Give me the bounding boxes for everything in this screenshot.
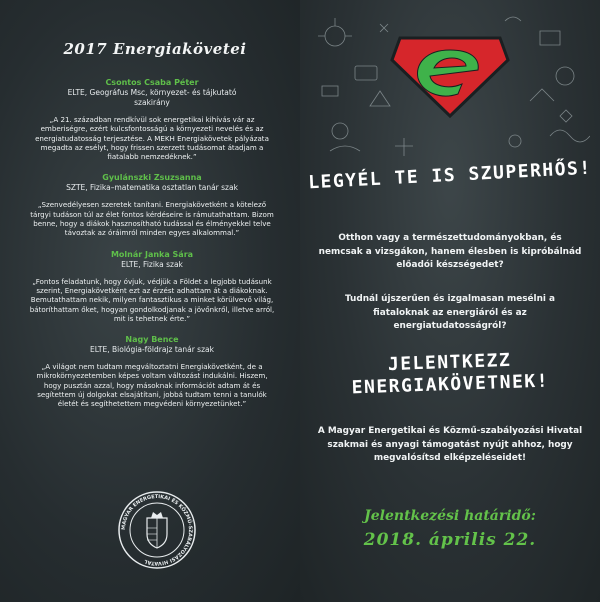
call-to-action: JELENTKEZZ ENERGIAKÖVETNEK!: [351, 349, 550, 399]
testimonial-role: ELTE, Geográfus Msc, környezet- és tájkutató szakirány: [67, 88, 237, 107]
testimonial-quote: „A világot nem tudtam megváltoztatni Energiakövetként, de a mikrokörnyezetemben képes voltam változást indukálni. Hiszem, hogy pusztán azzal, hogy másoknak információt adtam át és segítettem új dolgokat elsajátítani, jobbá tudtam tenni a tanulók életét és segíthetettem megvédeni környezetünket.”: [36, 362, 268, 409]
mekh-seal-icon: [117, 490, 197, 570]
testimonial-quote: „A 21. században rendkívül sok energetikai kihívás vár az emberiségre, ezért kulcsfontosságú a környezeti nevelés és az energiatudatosság terjesztése. A MEKH Energiakövetek pályázata megadta az esélyt, hogy frissen szerzett tudásomat átadjam a fiatalabb nemzedéknek.”: [35, 115, 269, 162]
testimonial-quote: „Fontos feladatunk, hogy óvjuk, védjük a Földet a legjobb tudásunk szerint, Energiakövetként ezt az érzést adhattam át a diákoknak. Bemutathattam nekik, milyen fantasztikus a minket körülvevő világ, bátoríthattam őket, hogyan gondolkodjanak a jövőnkről, illetve arról, mit is tehetnek érte.”: [29, 276, 275, 323]
question-paragraph: Tudnál újszerűen és izgalmasan mesélni a fiataloknak az energiáról és az energiatudatosságról?: [344, 294, 556, 332]
testimonial-name: Nagy Bence: [125, 335, 179, 345]
super-e-logo-icon: [390, 30, 510, 120]
testimonial-name: Gyulánszki Zsuzsanna: [102, 173, 202, 183]
deadline-label: Jelentkezési határidő:: [364, 508, 536, 524]
testimonial-name: Molnár Janka Sára: [110, 249, 194, 259]
testimonial: [26, 78, 278, 161]
support-paragraph: A Magyar Energetikai és Közmű-szabályozási Hivatal szakmai és anyagi támogatást nyújt ahhoz, hogy megvalósítsd elképzeléseidet!: [317, 426, 583, 464]
testimonial-role: ELTE, Biológia-földrajz tanár szak: [90, 345, 214, 355]
deadline-date: 2018. április 22.: [363, 530, 537, 550]
left-title: 2017 Energiakövetei: [63, 40, 247, 58]
headline: LEGYÉL TE IS SZUPERHŐS!: [307, 157, 593, 194]
testimonial-role: SZTE, Fizika–matematika osztatlan tanár szak: [66, 183, 238, 193]
svg-text:MAGYAR ENERGETIKAI ÉS KÖZMŰ-SZ: MAGYAR ENERGETIKAI ÉS KÖZMŰ-SZABÁLYOZÁSI HIVATAL: [120, 493, 194, 567]
testimonial-role: ELTE, Fizika szak: [121, 259, 183, 269]
testimonial: [26, 250, 278, 323]
testimonial: [26, 335, 278, 408]
intro-paragraph: Otthon vagy a természettudományokban, és nemcsak a vizsgákon, hanem élesben is kipróbálnád előadói készségedet?: [318, 233, 582, 271]
testimonial-name: Csontos Csaba Péter: [105, 78, 199, 87]
right-panel: [300, 0, 600, 602]
testimonial-quote: „Szenvedélyesen szeretek tanítani. Energiakövetként a kötelező tárgyi tudáson túl az élet fontos kérdéseire is rámutathattam. Bizom benne, hogy a diákok hasznosítható tudással és élményekkel telve távoztak az óráimról minden egyes alkalommal.”: [30, 200, 274, 238]
testimonial: [26, 173, 278, 237]
